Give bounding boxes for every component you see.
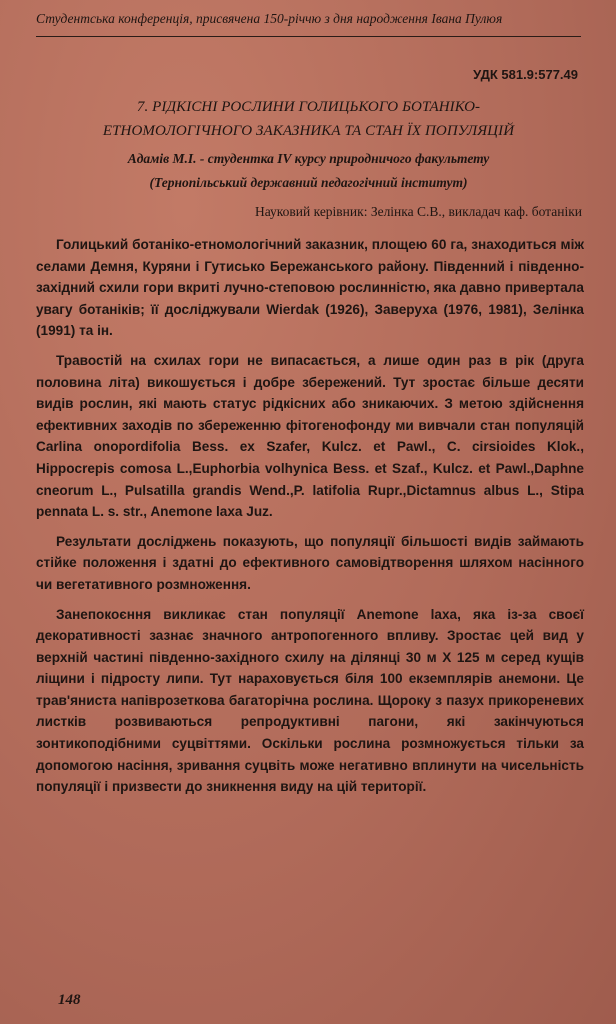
supervisor-line: Науковий керівник: Зелінка С.В., викладач каф. ботаніки: [254, 204, 582, 219]
article-title-line-2: ЕТНОМОЛОГІЧНОГО ЗАКАЗНИКА ТА СТАН ЇХ ПОПУЛЯЦІЙ: [102, 123, 515, 139]
institution-line: (Тернопільський державний педагогічний інститут): [149, 175, 468, 190]
header-divider: [36, 36, 581, 37]
paragraph: Занепокоєння викликає стан популяції Anemone laxa, яка із-за своєї декоративності зазнає значного антропогенного впливу. Зростає цей вид у верхній частині південно-західного схилу на ділянці 30 м Х 125 м серед кущів ліщини і підросту липи. Тут нараховується біля 100 екземплярів анемони. Це трав'яниста напіврозеткова багаторічна рослина. Щороку з пазух прикореневих листків розвиваються репродуктивні пагони, які закінчуються зонтикоподібними суцвіттями. Оскільки рослина розмножується тільки за допомогою насіння, зривання суцвіть може негативно вплинути на чисельність популяції і призвести до зникнення виду на цій території.: [36, 606, 584, 795]
article-title: [36, 95, 581, 143]
page-number: 148: [58, 992, 81, 1008]
article-body: [36, 234, 584, 806]
article-title-line-1: 7. РІДКІСНІ РОСЛИНИ ГОЛИЦЬКОГО БОТАНІКО-: [136, 99, 481, 115]
paragraph: Голицький ботаніко-етномологічний заказник, площею 60 га, знаходиться між селами Демня, Куряни і Гутисько Бережанського району. Південний і південно-західний схили гори вкриті лучно-степовою рослинністю, яка давно привертала увагу ботаніків; її досліджували Wierdak (1926), Заверуха (1976, 1981), Зелінка (1991) та ін.: [36, 237, 584, 339]
udk-code: УДК 581.9:577.49: [473, 67, 578, 82]
author-line: Адамів М.І. - студентка IV курсу природничого факультету: [127, 151, 490, 166]
paragraph: Результати досліджень показують, що популяції більшості видів займають стійке положення і здатні до ефективного самовідтворення шляхом насінного чи вегетативного розмноження.: [36, 533, 584, 592]
author-block: [36, 147, 581, 195]
running-header: Студентська конференція, присвячена 150-річчю з дня народження Івана Пулюя: [36, 11, 503, 26]
paragraph: Травостій на схилах гори не випасається, а лише один раз в рік (друга половина літа) викошується і добре збережений. Тут зростає більше десяти видів рослин, які мають статус рідкісних або зникаючих. З метою здійснення ефективних заходів по збереженню фітогенофонду ми вивчали стан популяцій Carlina onopordifolia Bess. ex Szafer, Kulcz. et Pawl., C. cirsioides Klok., Hippocrepis comosa L.,Euphorbia volhynica Bess. et Szaf., Kulcz. et Pawl.,Daphne cneorum L., Pulsatilla grandis Wend.,P. latifolia Rupr.,Dictamnus albus L., Stipa pennata L. s. str., Anemone laxa Juz.: [36, 352, 584, 520]
